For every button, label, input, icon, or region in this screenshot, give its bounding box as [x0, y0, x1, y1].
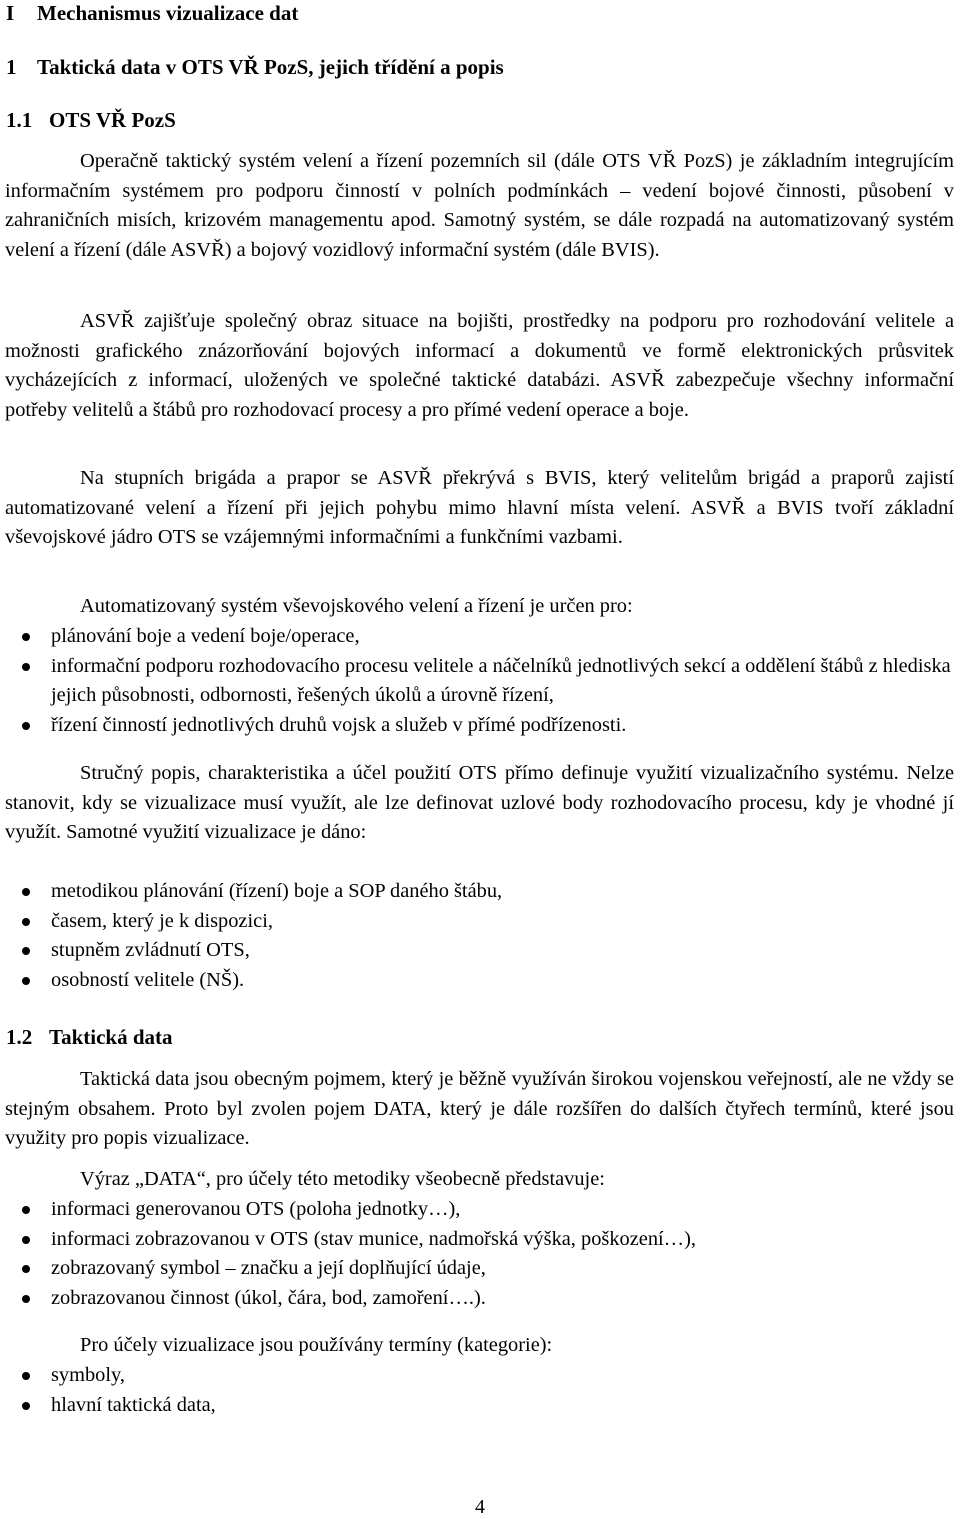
paragraph-asvr: ASVŘ zajišťuje společný obraz situace na bojišti, prostředky na podporu pro rozhodování velitele a možnosti grafického znázorňování bojových informací a dokumentů ve formě elektronických průsvitek vycházejících z informací, uložených ve společné taktické databázi. ASVŘ zabezpečuje všechny informační potřeby velitelů a štábů pro rozhodovací procesy a pro přímé vedení operace a boje.	[5, 310, 954, 421]
list-item: metodikou plánování (řízení) boje a SOP daného štábu,	[0, 877, 954, 907]
paragraph-system-purpose: Automatizovaný systém vševojskového velení a řízení je určen pro:	[80, 595, 633, 617]
bullet-icon	[22, 663, 30, 671]
list-item: hlavní taktická data,	[0, 1391, 954, 1421]
list-item: osobností velitele (NŠ).	[0, 966, 954, 996]
paragraph-ots-intro: Operačně taktický systém velení a řízení pozemních sil (dále OTS VŘ PozS) je základním integrujícím informačním systémem pro podporu činností v polních podmínkách – vedení bojové činnosti, působení v zahraničních misích, krizovém managementu apod. Samotný systém, se dále rozpadá na automatizovaný systém velení a řízení (dále ASVŘ) a bojový vozidlový informační systém (dále BVIS).	[5, 150, 954, 261]
page-number: 4	[475, 1496, 485, 1518]
bullet-icon	[22, 1206, 30, 1214]
heading-section-1-2	[6, 1025, 173, 1049]
heading-section-1-2-number: 1.2	[6, 1025, 33, 1049]
heading-section-1-text: Taktická data v OTS VŘ PozS, jejich třídění a popis	[37, 55, 504, 79]
list-item: plánování boje a vedení boje/operace,	[0, 622, 954, 652]
list-item: symboly,	[0, 1361, 954, 1391]
heading-section-1-number: 1	[6, 55, 17, 79]
bullet-icon	[22, 1372, 30, 1380]
list-item: řízení činností jednotlivých druhů vojsk a služeb v přímé podřízenosti.	[0, 711, 954, 741]
heading-main	[6, 1, 298, 25]
heading-section-1	[6, 55, 504, 79]
list-item: zobrazovaný symbol – značku a její doplňující údaje,	[0, 1254, 954, 1284]
heading-main-text: Mechanismus vizualizace dat	[37, 1, 299, 25]
list-item: zobrazovanou činnost (úkol, čára, bod, zamoření….).	[0, 1284, 954, 1314]
categories-list	[0, 1361, 954, 1420]
bullet-icon	[22, 1265, 30, 1273]
bullet-icon	[22, 1236, 30, 1244]
data-term-list	[0, 1195, 954, 1313]
bullet-icon	[22, 722, 30, 730]
bullet-icon	[22, 888, 30, 896]
bullet-icon	[22, 1402, 30, 1410]
heading-main-number: I	[6, 1, 15, 25]
heading-section-1-1-text: OTS VŘ PozS	[49, 108, 176, 132]
bullet-icon	[22, 947, 30, 955]
heading-section-1-1-number: 1.1	[6, 108, 33, 132]
heading-section-1-2-text: Taktická data	[49, 1025, 173, 1049]
paragraph-categories: Pro účely vizualizace jsou používány termíny (kategorie):	[80, 1334, 553, 1356]
list-item: informaci zobrazovanou v OTS (stav munice, nadmořská výška, poškození…),	[0, 1225, 954, 1255]
bullet-icon	[22, 1295, 30, 1303]
bullet-icon	[22, 633, 30, 641]
visualization-factors-list	[0, 877, 954, 995]
paragraph-tactical-data: Taktická data jsou obecným pojmem, který je běžně využíván širokou vojenskou veřejností, ale ne vždy se stejným obsahem. Proto byl zvolen pojem DATA, který je dále rozšířen do dalších čtyřech termínů, které jsou využity pro popis vizualizace.	[5, 1068, 954, 1149]
heading-section-1-1	[6, 108, 176, 132]
list-item: informační podporu rozhodovacího procesu velitele a náčelníků jednotlivých sekcí a oddělení štábů z hlediska jejich působnosti, odbornosti, řešených úkolů a úrovně řízení,	[0, 652, 954, 711]
list-item: časem, který je k dispozici,	[0, 907, 954, 937]
list-item: informaci generovanou OTS (poloha jednotky…),	[0, 1195, 954, 1225]
list-item: stupněm zvládnutí OTS,	[0, 936, 954, 966]
paragraph-data-term: Výraz „DATA“, pro účely této metodiky všeobecně představuje:	[80, 1168, 605, 1190]
bullet-icon	[22, 918, 30, 926]
bullet-icon	[22, 977, 30, 985]
paragraph-visualization-use: Stručný popis, charakteristika a účel použití OTS přímo definuje využití vizualizačního systému. Nelze stanovit, kdy se vizualizace musí využít, ale lze definovat uzlové body rozhodovacího procesu, kdy je vhodné jí využít. Samotné využití vizualizace je dáno:	[5, 762, 954, 843]
purpose-list	[0, 622, 954, 740]
paragraph-brigade-battalion: Na stupních brigáda a prapor se ASVŘ překrývá s BVIS, který velitelům brigád a praporů zajistí automatizované velení a řízení při jejich pohybu mimo hlavní místa velení. ASVŘ a BVIS tvoří základní vševojskové jádro OTS se vzájemnými informačními a funkčními vazbami.	[5, 467, 954, 548]
